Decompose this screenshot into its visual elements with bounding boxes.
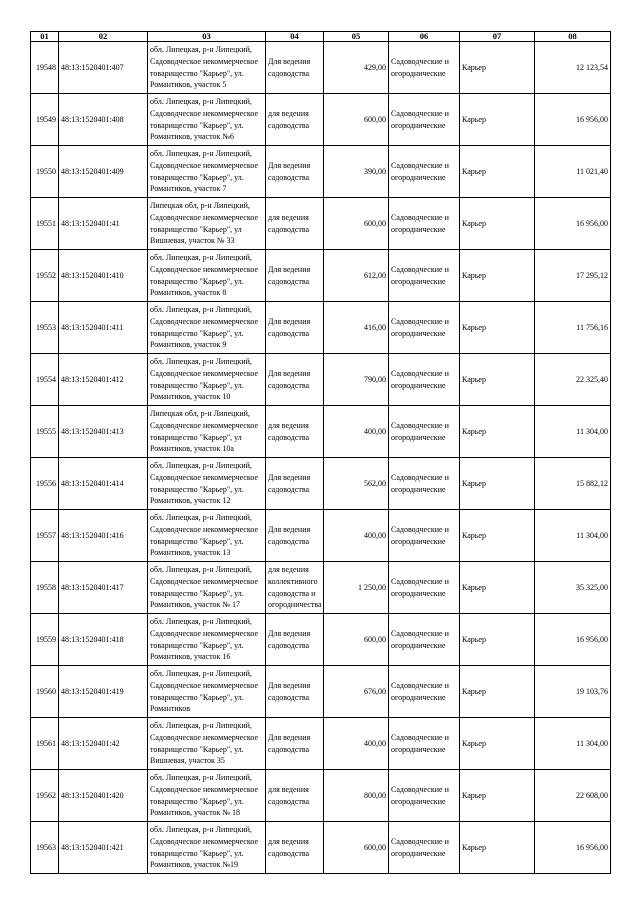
table-row xyxy=(31,146,611,198)
settlement-name-cell: Карьер xyxy=(460,770,535,822)
land-category-cell: Садоводческие и огороднические xyxy=(389,614,460,666)
land-category-cell: Садоводческие и огороднические xyxy=(389,302,460,354)
permitted-use-cell: Для ведения садоводства xyxy=(266,250,324,302)
permitted-use-cell: Для ведения садоводства xyxy=(266,614,324,666)
address-cell xyxy=(148,354,266,406)
row-number-cell: 19554 xyxy=(31,354,59,406)
table-header xyxy=(31,32,611,42)
land-category-cell: Садоводческие и огороднические xyxy=(389,406,460,458)
address-text: обл. Липецкая, р-н Липецкий, Садоводческое некоммерческое товарищество "Карьер", ул. Романтиков, участок 13 xyxy=(150,513,259,558)
address-cell xyxy=(148,198,266,250)
address-text: обл. Липецкая, р-н Липецкий, Садоводческое некоммерческое товарищество "Карьер", ул. Романтиков, участок 8 xyxy=(150,253,259,298)
settlement-name-cell: Карьер xyxy=(460,822,535,874)
land-category-cell: Садоводческие и огороднические xyxy=(389,146,460,198)
row-number-cell: 19561 xyxy=(31,718,59,770)
cadastral-value-cell: 16 956,00 xyxy=(535,198,611,250)
row-number-cell: 19557 xyxy=(31,510,59,562)
address-cell xyxy=(148,250,266,302)
row-number-cell: 19555 xyxy=(31,406,59,458)
cadastral-number-cell: 48:13:1520401:41 xyxy=(59,198,148,250)
cadastral-value-cell: 22 608,00 xyxy=(535,770,611,822)
address-cell xyxy=(148,666,266,718)
area-cell: 390,00 xyxy=(324,146,389,198)
permitted-use-cell: для ведения садоводства xyxy=(266,406,324,458)
row-number-cell: 19548 xyxy=(31,42,59,94)
table-row xyxy=(31,718,611,770)
table-row xyxy=(31,458,611,510)
row-number-cell: 19549 xyxy=(31,94,59,146)
table-row xyxy=(31,250,611,302)
table-body xyxy=(31,42,611,874)
permitted-use-cell: Для ведения садоводства xyxy=(266,458,324,510)
address-cell xyxy=(148,562,266,614)
cadastral-number-cell: 48:13:1520401:409 xyxy=(59,146,148,198)
area-cell: 562,00 xyxy=(324,458,389,510)
area-cell: 600,00 xyxy=(324,614,389,666)
address-cell xyxy=(148,406,266,458)
address-cell xyxy=(148,42,266,94)
row-number-cell: 19556 xyxy=(31,458,59,510)
permitted-use-cell: для ведения садоводства xyxy=(266,770,324,822)
area-cell: 1 250,00 xyxy=(324,562,389,614)
settlement-name-cell: Карьер xyxy=(460,406,535,458)
column-header: 04 xyxy=(266,32,324,42)
address-text: Липецкая обл, р-н Липецкий, Садоводческое некоммерческое товарищество "Карьер", ул Романтиков, участок 10а xyxy=(150,409,259,454)
address-text: обл. Липецкая, р-н Липецкий, Садоводческое некоммерческое товарищество "Карьер", ул. Романтиков, участок № 18 xyxy=(150,773,259,818)
cadastral-value-cell: 16 956,00 xyxy=(535,94,611,146)
cadastral-value-cell: 11 304,00 xyxy=(535,510,611,562)
row-number-cell: 19552 xyxy=(31,250,59,302)
land-category-cell: Садоводческие и огороднические xyxy=(389,562,460,614)
table-row xyxy=(31,406,611,458)
address-cell xyxy=(148,770,266,822)
cadastral-value-cell: 11 304,00 xyxy=(535,718,611,770)
address-cell xyxy=(148,510,266,562)
table-row xyxy=(31,666,611,718)
column-header: 03 xyxy=(148,32,266,42)
address-text: обл. Липецкая, р-н Липецкий, Садоводческое некоммерческое товарищество "Карьер", ул. Романтиков, участок №6 xyxy=(150,97,259,142)
cadastral-value-cell: 12 123,54 xyxy=(535,42,611,94)
row-number-cell: 19559 xyxy=(31,614,59,666)
permitted-use-cell: для ведения коллективного садоводства и огородничества xyxy=(266,562,324,614)
land-category-cell: Садоводческие и огороднические xyxy=(389,458,460,510)
area-cell: 800,00 xyxy=(324,770,389,822)
cadastral-number-cell: 48:13:1520401:420 xyxy=(59,770,148,822)
cadastral-number-cell: 48:13:1520401:418 xyxy=(59,614,148,666)
address-text: обл. Липецкая, р-н Липецкий, Садоводческое некоммерческое товарищество "Карьер", ул. Романтиков, участок 16 xyxy=(150,617,259,662)
table-row xyxy=(31,614,611,666)
cadastral-value-cell: 16 956,00 xyxy=(535,614,611,666)
column-header: 06 xyxy=(389,32,460,42)
column-header: 07 xyxy=(460,32,535,42)
area-cell: 416,00 xyxy=(324,302,389,354)
column-header: 05 xyxy=(324,32,389,42)
cadastral-number-cell: 48:13:1520401:42 xyxy=(59,718,148,770)
area-cell: 429,00 xyxy=(324,42,389,94)
permitted-use-cell: Для ведения садоводства xyxy=(266,354,324,406)
settlement-name-cell: Карьер xyxy=(460,510,535,562)
address-cell xyxy=(148,822,266,874)
row-number-cell: 19553 xyxy=(31,302,59,354)
address-text: обл. Липецкая, р-н Липецкий, Садоводческое некоммерческое товарищество "Карьер", ул. Романтиков, участок 5 xyxy=(150,45,259,90)
area-cell: 600,00 xyxy=(324,198,389,250)
cadastral-number-cell: 48:13:1520401:407 xyxy=(59,42,148,94)
address-text: обл. Липецкая, р-н Липецкий, Садоводческое некоммерческое товарищество "Карьер", ул. Романтиков, участок 9 xyxy=(150,305,259,350)
cadastral-number-cell: 48:13:1520401:417 xyxy=(59,562,148,614)
table-row xyxy=(31,354,611,406)
land-category-cell: Садоводческие и огороднические xyxy=(389,770,460,822)
row-number-cell: 19562 xyxy=(31,770,59,822)
area-cell: 400,00 xyxy=(324,406,389,458)
row-number-cell: 19551 xyxy=(31,198,59,250)
cadastral-number-cell: 48:13:1520401:419 xyxy=(59,666,148,718)
cadastral-number-cell: 48:13:1520401:416 xyxy=(59,510,148,562)
land-category-cell: Садоводческие и огороднические xyxy=(389,94,460,146)
column-header: 02 xyxy=(59,32,148,42)
table-row xyxy=(31,94,611,146)
row-number-cell: 19558 xyxy=(31,562,59,614)
permitted-use-cell: для ведения садоводства xyxy=(266,94,324,146)
address-cell xyxy=(148,458,266,510)
address-cell xyxy=(148,614,266,666)
land-category-cell: Садоводческие и огороднические xyxy=(389,822,460,874)
address-cell xyxy=(148,302,266,354)
cadastral-value-cell: 11 021,40 xyxy=(535,146,611,198)
table-row xyxy=(31,562,611,614)
permitted-use-cell: для ведения садоводства xyxy=(266,198,324,250)
area-cell: 676,00 xyxy=(324,666,389,718)
address-cell xyxy=(148,718,266,770)
permitted-use-cell: Для ведения садоводства xyxy=(266,146,324,198)
cadastral-value-cell: 11 756,16 xyxy=(535,302,611,354)
row-number-cell: 19563 xyxy=(31,822,59,874)
settlement-name-cell: Карьер xyxy=(460,146,535,198)
address-text: Липецкая обл, р-н Липецкий, Садоводческое некоммерческое товарищество "Карьер", ул Вишневая, участок № 33 xyxy=(150,201,259,246)
cadastral-value-cell: 19 103,76 xyxy=(535,666,611,718)
area-cell: 790,00 xyxy=(324,354,389,406)
land-category-cell: Садоводческие и огороднические xyxy=(389,718,460,770)
address-cell xyxy=(148,94,266,146)
cadastral-value-cell: 35 325,00 xyxy=(535,562,611,614)
area-cell: 600,00 xyxy=(324,822,389,874)
cadastral-value-cell: 15 882,12 xyxy=(535,458,611,510)
table-row xyxy=(31,198,611,250)
cadastral-number-cell: 48:13:1520401:421 xyxy=(59,822,148,874)
header-row xyxy=(31,32,611,42)
land-category-cell: Садоводческие и огороднические xyxy=(389,510,460,562)
cadastral-number-cell: 48:13:1520401:408 xyxy=(59,94,148,146)
cadastral-number-cell: 48:13:1520401:413 xyxy=(59,406,148,458)
cadastral-number-cell: 48:13:1520401:414 xyxy=(59,458,148,510)
cadastral-number-cell: 48:13:1520401:411 xyxy=(59,302,148,354)
address-text: обл. Липецкая, р-н Липецкий, Садоводческое некоммерческое товарищество "Карьер", ул. Романтиков, участок № 17 xyxy=(150,565,259,610)
table-row xyxy=(31,302,611,354)
row-number-cell: 19550 xyxy=(31,146,59,198)
land-registry-table xyxy=(30,31,611,874)
cadastral-number-cell: 48:13:1520401:410 xyxy=(59,250,148,302)
land-category-cell: Садоводческие и огороднические xyxy=(389,354,460,406)
table-row xyxy=(31,510,611,562)
land-category-cell: Садоводческие и огороднические xyxy=(389,250,460,302)
cadastral-value-cell: 22 325,40 xyxy=(535,354,611,406)
permitted-use-cell: Для ведения садоводства xyxy=(266,510,324,562)
area-cell: 600,00 xyxy=(324,94,389,146)
address-text: обл. Липецкая, р-н Липецкий, Садоводческое некоммерческое товарищество "Карьер", ул. Романтиков, участок №19 xyxy=(150,825,259,870)
land-category-cell: Садоводческие и огороднические xyxy=(389,42,460,94)
settlement-name-cell: Карьер xyxy=(460,42,535,94)
column-header: 01 xyxy=(31,32,59,42)
row-number-cell: 19560 xyxy=(31,666,59,718)
settlement-name-cell: Карьер xyxy=(460,94,535,146)
settlement-name-cell: Карьер xyxy=(460,666,535,718)
area-cell: 612,00 xyxy=(324,250,389,302)
permitted-use-cell: Для ведения садоводства xyxy=(266,302,324,354)
address-text: обл. Липецкая, р-н Липецкий, Садоводческое некоммерческое товарищество "Карьер", ул. Романтиков xyxy=(150,669,259,714)
column-header: 08 xyxy=(535,32,611,42)
address-text: обл. Липецкая, р-н Липецкий, Садоводческое некоммерческое товарищество "Карьер", ул. Романтиков, участок 12 xyxy=(150,461,259,506)
settlement-name-cell: Карьер xyxy=(460,614,535,666)
land-category-cell: Садоводческие и огороднические xyxy=(389,666,460,718)
settlement-name-cell: Карьер xyxy=(460,718,535,770)
cadastral-value-cell: 11 304,00 xyxy=(535,406,611,458)
land-category-cell: Садоводческие и огороднические xyxy=(389,198,460,250)
cadastral-value-cell: 16 956,00 xyxy=(535,822,611,874)
table-row xyxy=(31,822,611,874)
table-row xyxy=(31,770,611,822)
settlement-name-cell: Карьер xyxy=(460,562,535,614)
permitted-use-cell: для ведения садоводства xyxy=(266,822,324,874)
address-text: обл. Липецкая, р-н Липецкий, Садоводческое некоммерческое товарищество "Карьер", ул. Романтиков, участок 7 xyxy=(150,149,259,194)
settlement-name-cell: Карьер xyxy=(460,250,535,302)
permitted-use-cell: Для ведения садоводства xyxy=(266,666,324,718)
address-text: обл. Липецкая, р-н Липецкий, Садоводческое некоммерческое товарищество "Карьер", ул. Вишневая, участок 35 xyxy=(150,721,259,766)
table-row xyxy=(31,42,611,94)
area-cell: 400,00 xyxy=(324,510,389,562)
permitted-use-cell: Для ведения садоводства xyxy=(266,718,324,770)
cadastral-value-cell: 17 295,12 xyxy=(535,250,611,302)
settlement-name-cell: Карьер xyxy=(460,198,535,250)
settlement-name-cell: Карьер xyxy=(460,302,535,354)
permitted-use-cell: Для ведения садоводства xyxy=(266,42,324,94)
settlement-name-cell: Карьер xyxy=(460,458,535,510)
settlement-name-cell: Карьер xyxy=(460,354,535,406)
cadastral-number-cell: 48:13:1520401:412 xyxy=(59,354,148,406)
area-cell: 400,00 xyxy=(324,718,389,770)
address-text: обл. Липецкая, р-н Липецкий, Садоводческое некоммерческое товарищество "Карьер", ул. Романтиков, участок 10 xyxy=(150,357,259,402)
address-cell xyxy=(148,146,266,198)
